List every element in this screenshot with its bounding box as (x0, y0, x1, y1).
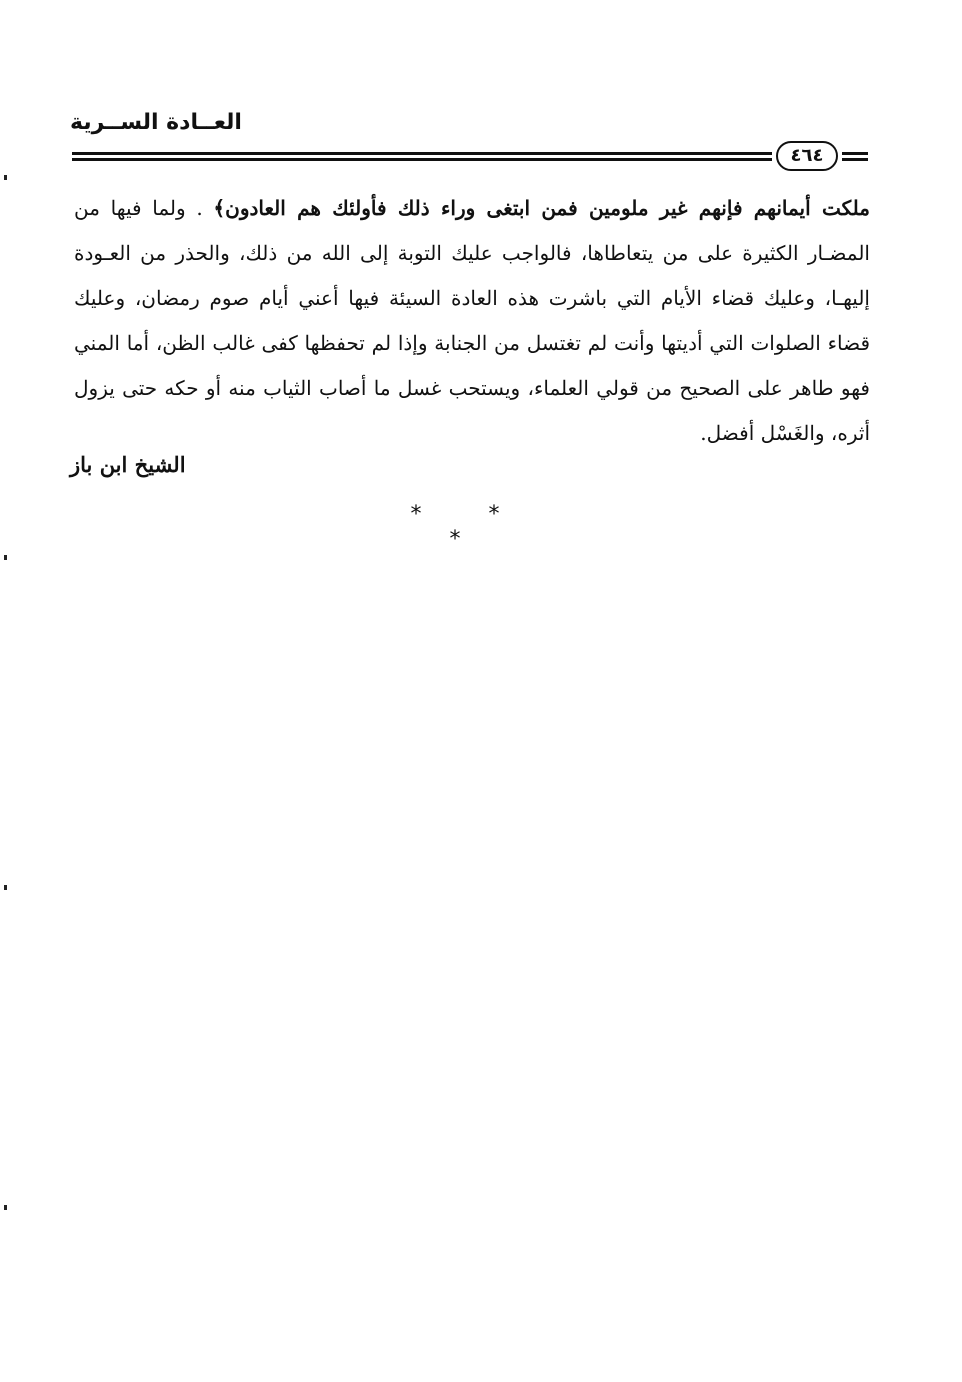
running-header-title: العــادة الســرية (70, 110, 242, 135)
quran-quote: ملكت أيمانهم فإنهم غير ملومين فمن ابتغى وراء ذلك فأولئك هم العادون﴾ (213, 196, 870, 220)
body-paragraph (74, 186, 870, 456)
scan-edge-mark (4, 555, 7, 560)
body-text (74, 186, 870, 456)
scan-edge-mark (4, 1205, 7, 1210)
fatwa-text: . ولما فيها من المضـار الكثيرة على من يتعاطاها، فالواجب عليك التوبة إلى الله من ذلك، والحذر من العـودة إليهـا، وعليك قضاء الأيام التي باشرت هذه العادة السيئة فيها أعني أيام صوم رمضان، وعليك قضاء الصلوات التي أديتها وأنت لم تغتسل من الجنابة وإذا لم تحفظها كفى غالب الظن، أما المني فهو طاهر على الصحيح من قولي العلماء، ويستحب غسل ما أصاب الثياب منه أو حكه حتى يزول أثره، والغَسْل أفضل. (74, 196, 870, 445)
section-separator: * * * (410, 502, 530, 552)
header-rule (72, 152, 772, 161)
header-rule-end (842, 152, 868, 161)
page-number: ٤٦٤ (776, 141, 838, 171)
scan-edge-mark (4, 885, 7, 890)
signature: الشيخ ابن باز (70, 452, 186, 477)
scan-edge-mark (4, 175, 7, 180)
